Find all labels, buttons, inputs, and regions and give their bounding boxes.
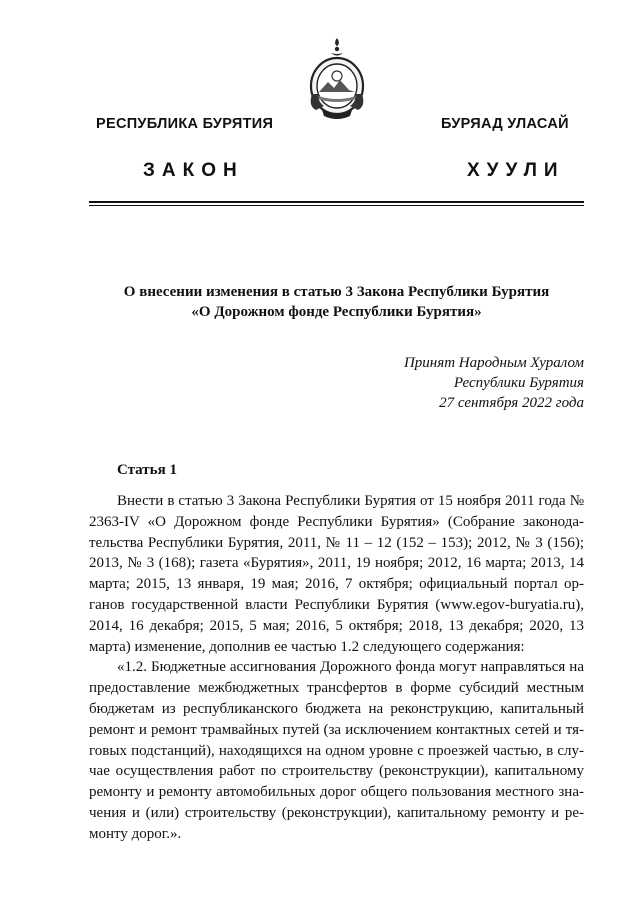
article-paragraph-1: Внести в статью 3 Закона Республики Бурятия от 15 ноября 2011 года № 2363-IV «О Дорожном фонде Республики Бурятия» (Собрание законодательства Республики Бурятия, 2011, № 11 – 12 (152 – 153); 2012, № 3 (156); 2013, № 3 (168); газета «Бурятия», 2011, 19 ноября; 2012, 16 марта; 2013, 14 марта; 2015, 13 января, 19 мая; 2016, 7 октября; официальный портал органов государственной власти Республики Бурятия (www.egov-buryatia.ru), 2014, 16 декабря; 2015, 5 мая; 2016, 5 октября; 2018, 13 декабря; 2020, 13 марта) изменение, дополнив ее частью 1.2 следующего содержания: bbox=[89, 493, 584, 655]
coat-of-arms-emblem-icon bbox=[306, 36, 368, 122]
law-label-right: ХУУЛИ bbox=[467, 160, 565, 181]
header-left-title: РЕСПУБЛИКА БУРЯТИЯ bbox=[96, 116, 274, 132]
article-heading: Статья 1 bbox=[117, 462, 177, 478]
article-body bbox=[89, 491, 584, 845]
header-right-title: БУРЯАД УЛАСАЙ bbox=[441, 116, 569, 132]
adoption-date: 27 сентября 2022 года bbox=[439, 395, 584, 411]
adoption-line-2: Республики Бурятия bbox=[453, 375, 584, 391]
law-label-left: ЗАКОН bbox=[143, 160, 244, 181]
document-title bbox=[89, 282, 584, 322]
header-divider-thin bbox=[89, 205, 584, 206]
adoption-line-1: Принят Народным Хуралом bbox=[403, 355, 584, 371]
title-line-2: «О Дорожном фонде Республики Бурятия» bbox=[191, 304, 482, 320]
title-line-1: О внесении изменения в статью 3 Закона Республики Бурятия bbox=[123, 284, 550, 300]
article-paragraph-2: «1.2. Бюджетные ассигнования Дорожного фонда могут направляться на предоставление межбюджетных трансфертов в форме субсидий местным бюджетам из республиканского бюджета на реконструкцию, капитальный ремонт и ремонт трамвайных путей (за исключением контактных сетей и тяговых подстанций), находящихся на одном уровне с проезжей частью, в случае осуществления работ по строительству (реконструкции), капитальному ремонту и ремонту автомобильных дорог общего пользования местного значения и (или) строительству (реконструкции), капитальному ремонту и ремонту дорог.». bbox=[89, 659, 584, 842]
adoption-note bbox=[404, 353, 584, 413]
header-divider-thick bbox=[89, 201, 584, 203]
